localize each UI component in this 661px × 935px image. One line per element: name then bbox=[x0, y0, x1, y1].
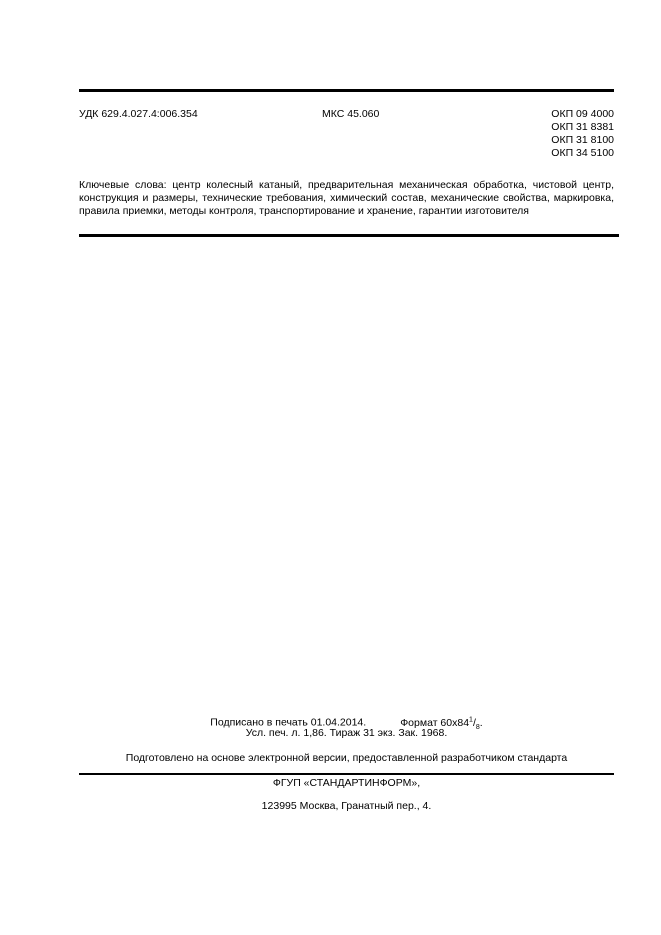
publisher-address: 123995 Москва, Гранатный пер., 4. bbox=[261, 800, 432, 812]
imprint-line-2: Усл. печ. л. 1,86. Тираж 31 экз. Зак. 1968. bbox=[245, 727, 448, 739]
okp-code: ОКП 31 8100 bbox=[551, 134, 614, 146]
udk-code: УДК 629.4.027.4:006.354 bbox=[79, 108, 198, 120]
signed-date: Подписано в печать 01.04.2014. bbox=[210, 716, 367, 729]
format-label: Формат $60x84^1/_8$. bbox=[400, 716, 483, 731]
okp-code: ОКП 09 4000 bbox=[551, 108, 614, 120]
top-rule bbox=[79, 89, 614, 92]
okp-code: ОКП 34 5100 bbox=[551, 147, 614, 159]
publisher-rule bbox=[79, 773, 614, 775]
okp-codes bbox=[551, 108, 614, 160]
publisher-name: ФГУП «СТАНДАРТИНФОРМ», bbox=[272, 777, 421, 789]
keywords-rule bbox=[79, 234, 619, 237]
okp-code: ОКП 31 8381 bbox=[551, 121, 614, 133]
prepared-note: Подготовлено на основе электронной версии, предоставленной разработчиком стандарта bbox=[125, 752, 568, 764]
keywords-paragraph: Ключевые слова: центр колесный катаный, предварительная механическая обработка, чистовой центр, конструкция и размеры, технические требования, химический состав, механические свойства, маркировка, правила приемки, методы контроля, транспортирование и хранение, гарантии изготовителя bbox=[79, 179, 614, 217]
mks-code: МКС 45.060 bbox=[322, 108, 380, 120]
